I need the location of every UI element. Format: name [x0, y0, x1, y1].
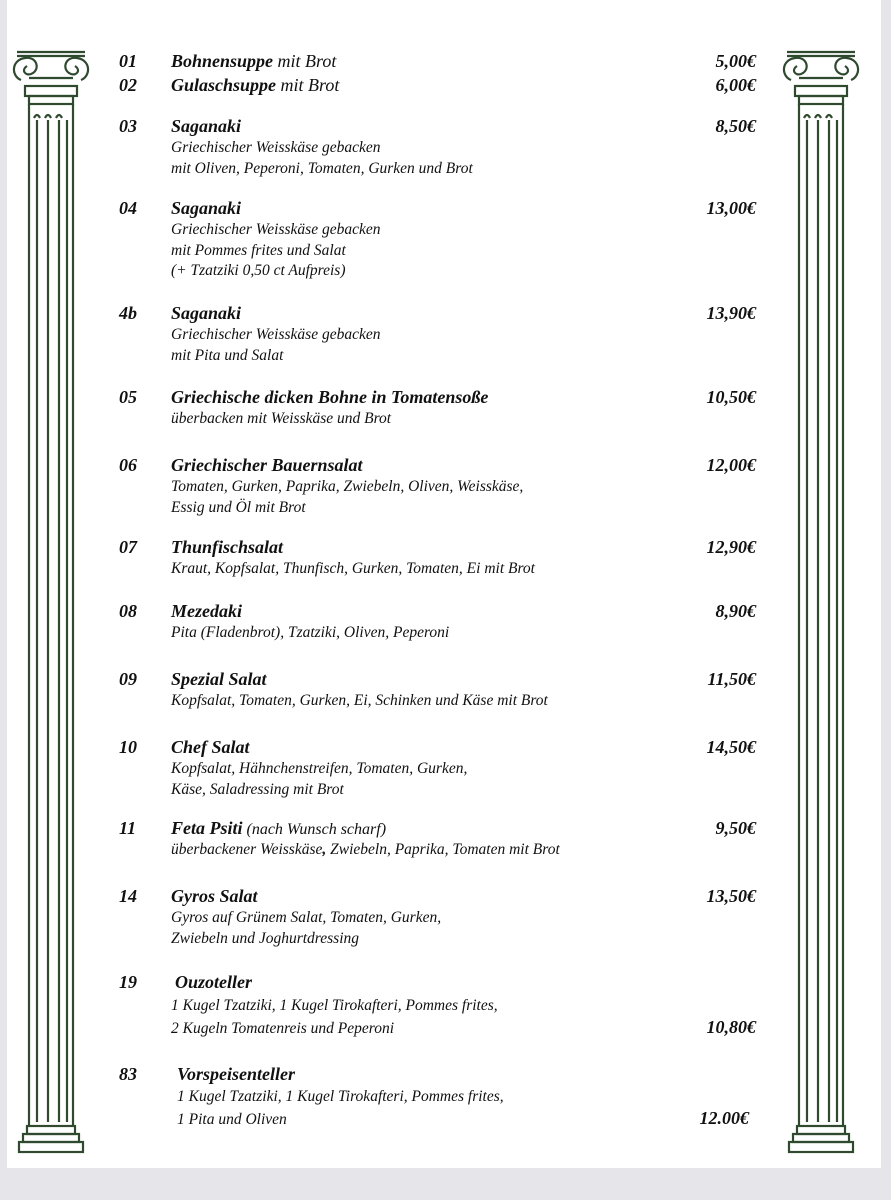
item-description — [177, 1085, 504, 1131]
item-number: 07 — [119, 537, 137, 557]
item-name — [171, 817, 386, 841]
item-number: 11 — [119, 818, 137, 838]
item-description — [171, 477, 523, 518]
item-description — [171, 691, 548, 712]
item-desc-line: Essig und Öl mit Brot — [171, 498, 306, 516]
item-name — [171, 50, 336, 72]
item-desc-line: 2 Kugeln Tomatenreis und Peperoni — [171, 1020, 395, 1037]
menu-page — [7, 0, 881, 1168]
item-description — [171, 559, 535, 580]
item-price: 14,50€ — [706, 737, 756, 757]
item-price: 5,00€ — [715, 51, 756, 71]
item-desc-line: mit Pita und Salat — [171, 346, 284, 364]
item-desc-line — [171, 840, 560, 861]
item-price: 13,00€ — [706, 198, 756, 218]
item-desc-line: mit Oliven, Peperoni, Tomaten, Gurken und Brot — [171, 159, 473, 177]
item-name: Thunfischsalat — [171, 537, 284, 557]
item-number: 19 — [119, 972, 137, 992]
item-name-suffix: mit Brot — [273, 51, 337, 71]
item-name: Griechische dicken Bohne in Tomatensoße — [171, 387, 489, 407]
item-desc-line: Käse, Saladressing mit Brot — [171, 780, 344, 798]
item-name: Saganaki — [171, 198, 242, 218]
item-desc-line: Tomaten, Gurken, Paprika, Zwiebeln, Oliven, Weisskäse, — [171, 478, 524, 495]
item-price: 12.00€ — [699, 1108, 749, 1128]
item-desc-line: Gyros auf Grünem Salat, Tomaten, Gurken, — [171, 909, 442, 926]
item-price: 13,90€ — [706, 303, 756, 323]
item-number: 05 — [119, 387, 137, 407]
item-number: 06 — [119, 455, 137, 475]
item-description — [171, 220, 380, 282]
item-price: 13,50€ — [706, 886, 756, 906]
item-desc-line: überbacken mit Weisskäse und Brot — [171, 410, 392, 427]
item-desc-line: Zwiebeln und Joghurtdressing — [171, 929, 360, 947]
item-name-main: Bohnensuppe — [171, 51, 274, 71]
item-name: Spezial Salat — [171, 669, 267, 689]
item-price: 11,50€ — [707, 669, 756, 689]
item-desc-line: 1 Pita und Oliven — [177, 1111, 287, 1128]
item-name: Mezedaki — [171, 601, 242, 621]
item-desc-line: Griechischer Weisskäse gebacken — [171, 221, 381, 238]
item-number: 09 — [119, 669, 137, 689]
item-desc-line: 1 Kugel Tzatziki, 1 Kugel Tirokafteri, Pommes frites, — [171, 997, 498, 1014]
item-name: Vorspeisenteller — [177, 1064, 296, 1084]
item-number: 4b — [119, 303, 137, 323]
item-number: 03 — [119, 116, 137, 136]
item-name: Saganaki — [171, 116, 242, 136]
item-name: Griechischer Bauernsalat — [171, 455, 363, 475]
item-number: 02 — [119, 75, 137, 95]
ionic-column-left-icon — [7, 44, 95, 1156]
item-description — [171, 325, 380, 366]
item-desc-part: Zwiebeln, Paprika, Tomaten mit Brot — [326, 841, 560, 858]
item-number: 08 — [119, 601, 137, 621]
item-description — [171, 908, 441, 949]
ionic-column-right-icon — [777, 44, 865, 1156]
item-desc-line: Kopfsalat, Tomaten, Gurken, Ei, Schinken und Käse mit Brot — [171, 692, 548, 709]
item-price: 8,90€ — [715, 601, 756, 621]
item-description — [171, 840, 560, 861]
item-desc-line: Griechischer Weisskäse gebacken — [171, 326, 381, 343]
item-price: 10,50€ — [706, 387, 756, 407]
item-name-main: Feta Psiti — [171, 818, 243, 838]
item-desc-comma: , — [322, 841, 327, 858]
item-name: Chef Salat — [171, 737, 250, 757]
item-number: 04 — [119, 198, 137, 218]
item-name: Gyros Salat — [171, 886, 258, 906]
item-price: 12,90€ — [706, 537, 756, 557]
item-description — [171, 623, 449, 644]
item-name-main: Gulaschsuppe — [171, 75, 277, 95]
item-description — [171, 409, 391, 430]
item-name: Ouzoteller — [175, 972, 253, 992]
item-price: 8,50€ — [715, 116, 756, 136]
item-price: 6,00€ — [715, 75, 756, 95]
item-price: 12,00€ — [706, 455, 756, 475]
item-number: 01 — [119, 51, 137, 71]
item-description — [171, 138, 473, 179]
item-desc-line: 1 Kugel Tzatziki, 1 Kugel Tirokafteri, Pommes frites, — [177, 1088, 504, 1105]
item-desc-line: Griechischer Weisskäse gebacken — [171, 139, 381, 156]
item-desc-line: Kraut, Kopfsalat, Thunfisch, Gurken, Tomaten, Ei mit Brot — [171, 560, 535, 577]
item-description — [171, 759, 467, 800]
item-name-suffix: mit Brot — [276, 75, 340, 95]
item-number: 10 — [119, 737, 137, 757]
item-desc-line: mit Pommes frites und Salat — [171, 241, 346, 259]
item-price: 9,50€ — [715, 818, 756, 838]
item-number: 14 — [119, 886, 137, 906]
item-name: Saganaki — [171, 303, 242, 323]
item-number: 83 — [119, 1064, 137, 1084]
item-name — [171, 74, 339, 96]
item-desc-part: überbackener Weisskäse — [171, 841, 323, 858]
item-desc-line: (+ Tzatziki 0,50 ct Aufpreis) — [171, 262, 346, 279]
item-price: 10,80€ — [706, 1017, 756, 1037]
item-desc-line: Pita (Fladenbrot), Tzatziki, Oliven, Peperoni — [171, 624, 450, 641]
item-name-note: (nach Wunsch scharf) — [242, 821, 387, 838]
item-desc-line: Kopfsalat, Hähnchenstreifen, Tomaten, Gurken, — [171, 760, 468, 777]
item-description — [171, 994, 498, 1040]
